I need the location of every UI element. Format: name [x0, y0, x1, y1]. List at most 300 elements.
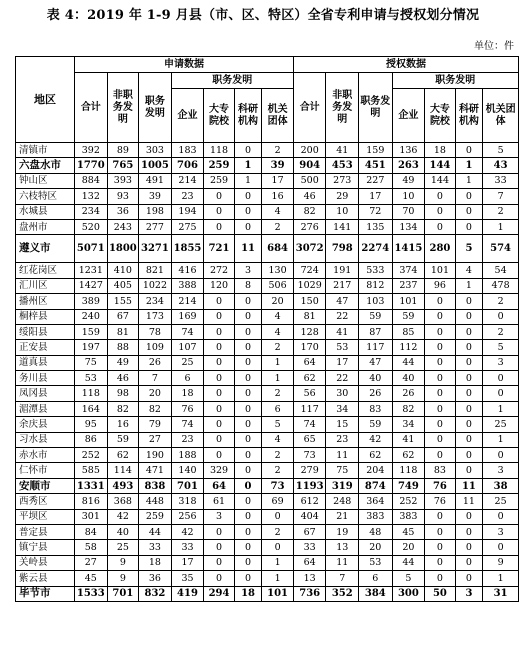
table-cell: 34 [326, 401, 359, 416]
table-cell: 701 [171, 478, 204, 493]
table-cell: 42 [171, 524, 204, 539]
table-cell: 117 [359, 340, 393, 355]
table-cell: 4 [262, 309, 294, 324]
table-cell: 96 [425, 278, 456, 293]
table-cell: 2 [483, 204, 519, 219]
table-cell: 0 [455, 555, 482, 570]
table-cell: 67 [293, 524, 326, 539]
table-cell: 0 [483, 448, 519, 463]
table-cell: 159 [359, 143, 393, 158]
table-cell: 79 [139, 417, 172, 432]
table-cell: 0 [425, 386, 456, 401]
table-cell: 612 [293, 494, 326, 509]
table-cell: 101 [392, 294, 425, 309]
table-cell: 0 [204, 448, 235, 463]
header-app-service-group: 职务发明 [171, 73, 293, 89]
table-cell: 8 [234, 278, 261, 293]
table-cell: 1022 [139, 278, 172, 293]
table-cell: 721 [204, 235, 235, 263]
table-cell: 78 [139, 324, 172, 339]
table-row [16, 555, 519, 570]
table-cell: 130 [262, 263, 294, 278]
table-row [16, 386, 519, 401]
header-grant-institution: 机关团体 [483, 89, 519, 143]
table-cell: 0 [204, 294, 235, 309]
table-cell: 6 [262, 401, 294, 416]
table-cell: 0 [262, 509, 294, 524]
table-cell: 0 [455, 417, 482, 432]
table-cell: 83 [359, 401, 393, 416]
table-cell: 0 [483, 386, 519, 401]
table-cell: 54 [483, 263, 519, 278]
table-cell: 275 [171, 219, 204, 234]
table-cell: 329 [204, 463, 235, 478]
table-cell: 243 [107, 219, 139, 234]
table-cell: 273 [326, 173, 359, 188]
table-cell: 45 [392, 524, 425, 539]
table-cell: 1800 [107, 235, 139, 263]
table-row [16, 204, 519, 219]
table-cell: 0 [483, 309, 519, 324]
table-cell: 101 [425, 263, 456, 278]
table-row [16, 340, 519, 355]
region-name: 余庆县 [16, 417, 75, 432]
table-cell: 33 [293, 540, 326, 555]
table-cell: 0 [204, 386, 235, 401]
table-cell: 0 [234, 524, 261, 539]
table-cell: 6 [359, 571, 393, 586]
table-cell: 478 [483, 278, 519, 293]
table-cell: 0 [455, 386, 482, 401]
table-cell: 19 [326, 524, 359, 539]
table-cell: 0 [455, 432, 482, 447]
table-cell: 0 [455, 448, 482, 463]
table-cell: 188 [171, 448, 204, 463]
table-cell: 50 [425, 586, 456, 601]
table-cell: 49 [392, 173, 425, 188]
table-cell: 374 [392, 263, 425, 278]
header-app-institution: 机关团体 [262, 89, 294, 143]
table-cell: 159 [75, 324, 108, 339]
table-cell: 0 [425, 355, 456, 370]
table-cell: 0 [204, 401, 235, 416]
table-cell: 41 [392, 432, 425, 447]
table-cell: 0 [234, 540, 261, 555]
table-cell: 64 [293, 555, 326, 570]
table-cell: 49 [107, 355, 139, 370]
table-cell: 47 [326, 294, 359, 309]
table-cell: 2 [262, 463, 294, 478]
table-cell: 114 [107, 463, 139, 478]
table-cell: 724 [293, 263, 326, 278]
table-cell: 1005 [139, 158, 172, 173]
table-cell: 33 [139, 540, 172, 555]
table-cell: 33 [483, 173, 519, 188]
header-app-service: 职务发明 [139, 73, 172, 143]
table-row [16, 463, 519, 478]
table-cell: 72 [359, 204, 393, 219]
table-row [16, 309, 519, 324]
table-cell: 1427 [75, 278, 108, 293]
table-row [16, 294, 519, 309]
table-cell: 36 [107, 204, 139, 219]
table-cell: 173 [139, 309, 172, 324]
table-cell: 93 [107, 189, 139, 204]
table-cell: 5 [392, 571, 425, 586]
table-cell: 18 [139, 555, 172, 570]
table-row [16, 263, 519, 278]
table-cell: 2274 [359, 235, 393, 263]
table-cell: 259 [204, 173, 235, 188]
table-cell: 294 [204, 586, 235, 601]
table-cell: 16 [107, 417, 139, 432]
table-cell: 0 [234, 448, 261, 463]
table-cell: 0 [425, 309, 456, 324]
table-cell: 0 [425, 204, 456, 219]
table-cell: 53 [326, 340, 359, 355]
table-cell: 81 [293, 309, 326, 324]
table-cell: 1193 [293, 478, 326, 493]
table-row [16, 235, 519, 263]
table-cell: 190 [139, 448, 172, 463]
table-cell: 2 [262, 386, 294, 401]
table-cell: 82 [293, 204, 326, 219]
table-cell: 3 [483, 355, 519, 370]
table-row [16, 278, 519, 293]
table-cell: 384 [359, 586, 393, 601]
table-cell: 22 [326, 371, 359, 386]
table-cell: 453 [326, 158, 359, 173]
table-cell: 103 [359, 294, 393, 309]
region-name: 水城县 [16, 204, 75, 219]
table-cell: 0 [234, 324, 261, 339]
table-cell: 18 [171, 386, 204, 401]
table-cell: 1 [262, 355, 294, 370]
table-cell: 0 [204, 371, 235, 386]
table-cell: 16 [262, 189, 294, 204]
table-cell: 26 [139, 355, 172, 370]
table-cell: 832 [139, 586, 172, 601]
table-cell: 234 [75, 204, 108, 219]
region-name: 盘州市 [16, 219, 75, 234]
table-cell: 227 [359, 173, 393, 188]
table-cell: 87 [359, 324, 393, 339]
table-cell: 816 [75, 494, 108, 509]
table-cell: 9 [107, 571, 139, 586]
table-cell: 0 [234, 417, 261, 432]
table-cell: 35 [171, 571, 204, 586]
table-cell: 150 [293, 294, 326, 309]
table-cell: 83 [425, 463, 456, 478]
table-cell: 98 [107, 386, 139, 401]
table-cell: 89 [107, 143, 139, 158]
table-cell: 20 [392, 540, 425, 555]
region-name: 关岭县 [16, 555, 75, 570]
table-cell: 11 [234, 235, 261, 263]
table-cell: 17 [359, 189, 393, 204]
table-cell: 9 [483, 555, 519, 570]
region-name: 红花岗区 [16, 263, 75, 278]
table-cell: 59 [359, 417, 393, 432]
table-cell: 319 [326, 478, 359, 493]
table-cell: 0 [234, 555, 261, 570]
table-cell: 272 [204, 263, 235, 278]
region-name: 播州区 [16, 294, 75, 309]
table-cell: 0 [234, 386, 261, 401]
table-cell: 128 [293, 324, 326, 339]
table-cell: 18 [425, 143, 456, 158]
patent-table [15, 56, 519, 602]
table-title: 表 4：2019 年 1-9 月县（市、区、特区）全省专利申请与授权划分情况 [46, 8, 480, 23]
table-cell: 10 [326, 204, 359, 219]
table-cell: 0 [425, 417, 456, 432]
table-cell: 2 [262, 340, 294, 355]
table-cell: 0 [234, 463, 261, 478]
table-cell: 416 [171, 263, 204, 278]
table-cell: 5 [455, 235, 482, 263]
table-cell: 0 [425, 371, 456, 386]
table-cell: 491 [139, 173, 172, 188]
table-cell: 70 [392, 204, 425, 219]
table-cell: 86 [75, 432, 108, 447]
table-cell: 252 [392, 494, 425, 509]
region-name: 道真县 [16, 355, 75, 370]
region-name: 桐梓县 [16, 309, 75, 324]
region-name: 六枝特区 [16, 189, 75, 204]
table-cell: 7 [326, 571, 359, 586]
table-cell: 404 [293, 509, 326, 524]
table-cell: 0 [234, 509, 261, 524]
table-cell: 749 [392, 478, 425, 493]
table-cell: 0 [204, 324, 235, 339]
table-cell: 197 [75, 340, 108, 355]
table-cell: 135 [359, 219, 393, 234]
table-cell: 81 [107, 324, 139, 339]
table-cell: 0 [455, 463, 482, 478]
table-cell: 318 [171, 494, 204, 509]
table-cell: 874 [359, 478, 393, 493]
table-cell: 118 [392, 463, 425, 478]
region-name: 西秀区 [16, 494, 75, 509]
table-cell: 0 [234, 294, 261, 309]
table-cell: 500 [293, 173, 326, 188]
table-cell: 0 [425, 555, 456, 570]
table-cell: 64 [293, 355, 326, 370]
header-grant-service-group: 职务发明 [392, 73, 518, 89]
table-cell: 136 [392, 143, 425, 158]
header-grant-non-service: 非职务发明 [326, 73, 359, 143]
table-cell: 46 [107, 371, 139, 386]
table-cell: 388 [171, 278, 204, 293]
table-cell: 0 [204, 204, 235, 219]
table-cell: 3 [483, 524, 519, 539]
header-app-non-service: 非职务发明 [107, 73, 139, 143]
table-cell: 40 [392, 371, 425, 386]
table-cell: 76 [171, 401, 204, 416]
table-row [16, 143, 519, 158]
table-cell: 234 [139, 294, 172, 309]
region-name: 平坝区 [16, 509, 75, 524]
table-cell: 0 [204, 571, 235, 586]
table-cell: 7 [139, 371, 172, 386]
table-cell: 30 [326, 386, 359, 401]
table-cell: 0 [234, 189, 261, 204]
table-row [16, 371, 519, 386]
region-name: 汇川区 [16, 278, 75, 293]
table-cell: 74 [171, 324, 204, 339]
table-cell: 0 [455, 371, 482, 386]
table-cell: 812 [359, 278, 393, 293]
table-cell: 1 [234, 173, 261, 188]
table-cell: 27 [75, 555, 108, 570]
region-name: 钟山区 [16, 173, 75, 188]
table-cell: 25 [107, 540, 139, 555]
table-cell: 585 [75, 463, 108, 478]
table-cell: 0 [204, 340, 235, 355]
table-cell: 39 [262, 158, 294, 173]
table-cell: 85 [392, 324, 425, 339]
table-cell: 0 [425, 432, 456, 447]
table-cell: 76 [425, 478, 456, 493]
table-cell: 0 [455, 219, 482, 234]
table-cell: 40 [107, 524, 139, 539]
table-row [16, 448, 519, 463]
table-cell: 2 [483, 324, 519, 339]
table-cell: 44 [392, 355, 425, 370]
table-cell: 0 [425, 340, 456, 355]
table-cell: 17 [262, 173, 294, 188]
table-cell: 0 [425, 509, 456, 524]
table-cell: 64 [204, 478, 235, 493]
table-cell: 0 [234, 355, 261, 370]
header-application: 申请数据 [75, 57, 294, 73]
table-cell: 101 [262, 586, 294, 601]
table-cell: 7 [483, 189, 519, 204]
table-row [16, 401, 519, 416]
table-cell: 20 [139, 386, 172, 401]
table-cell: 1 [483, 401, 519, 416]
table-cell: 0 [204, 540, 235, 555]
table-cell: 198 [139, 204, 172, 219]
table-cell: 27 [139, 432, 172, 447]
table-cell: 75 [75, 355, 108, 370]
table-cell: 471 [139, 463, 172, 478]
table-cell: 3072 [293, 235, 326, 263]
table-cell: 84 [75, 524, 108, 539]
table-cell: 0 [425, 294, 456, 309]
table-cell: 0 [234, 401, 261, 416]
table-cell: 25 [483, 494, 519, 509]
table-cell: 798 [326, 235, 359, 263]
table-cell: 259 [204, 158, 235, 173]
table-cell: 69 [262, 494, 294, 509]
table-cell: 393 [107, 173, 139, 188]
table-cell: 0 [455, 355, 482, 370]
table-cell: 240 [75, 309, 108, 324]
table-cell: 58 [75, 540, 108, 555]
table-row [16, 189, 519, 204]
table-cell: 1029 [293, 278, 326, 293]
table-cell: 493 [107, 478, 139, 493]
table-cell: 1770 [75, 158, 108, 173]
region-name: 绥阳县 [16, 324, 75, 339]
table-cell: 2 [262, 219, 294, 234]
table-cell: 25 [171, 355, 204, 370]
header-app-research: 科研机构 [234, 89, 261, 143]
table-cell: 574 [483, 235, 519, 263]
table-cell: 0 [234, 143, 261, 158]
table-cell: 4 [262, 204, 294, 219]
table-cell: 11 [455, 478, 482, 493]
table-cell: 0 [455, 204, 482, 219]
table-cell: 43 [483, 158, 519, 173]
table-cell: 33 [171, 540, 204, 555]
table-cell: 214 [171, 294, 204, 309]
table-cell: 520 [75, 219, 108, 234]
table-cell: 0 [234, 432, 261, 447]
table-cell: 2 [483, 294, 519, 309]
table-cell: 2 [262, 448, 294, 463]
table-cell: 3 [204, 509, 235, 524]
table-cell: 0 [234, 571, 261, 586]
table-cell: 13 [293, 571, 326, 586]
table-cell: 88 [107, 340, 139, 355]
table-cell: 410 [107, 263, 139, 278]
table-cell: 303 [139, 143, 172, 158]
table-cell: 277 [139, 219, 172, 234]
table-cell: 0 [234, 219, 261, 234]
table-cell: 5 [483, 143, 519, 158]
table-cell: 11 [455, 494, 482, 509]
table-row [16, 478, 519, 493]
table-cell: 884 [75, 173, 108, 188]
header-grant-enterprise: 企业 [392, 89, 425, 143]
region-name: 赤水市 [16, 448, 75, 463]
table-row [16, 509, 519, 524]
table-cell: 120 [204, 278, 235, 293]
table-cell: 73 [262, 478, 294, 493]
table-cell: 0 [262, 540, 294, 555]
table-row [16, 324, 519, 339]
table-cell: 56 [293, 386, 326, 401]
region-name: 遵义市 [16, 235, 75, 263]
header-grant-service: 职务发明 [359, 73, 393, 143]
region-name: 紫云县 [16, 571, 75, 586]
table-cell: 237 [392, 278, 425, 293]
table-cell: 0 [455, 340, 482, 355]
table-cell: 109 [139, 340, 172, 355]
table-cell: 0 [455, 324, 482, 339]
table-row [16, 432, 519, 447]
table-row [16, 417, 519, 432]
table-cell: 62 [359, 448, 393, 463]
table-cell: 134 [392, 219, 425, 234]
table-cell: 0 [455, 189, 482, 204]
table-cell: 1 [262, 371, 294, 386]
table-cell: 40 [359, 371, 393, 386]
table-row [16, 494, 519, 509]
table-cell: 20 [359, 540, 393, 555]
table-cell: 65 [293, 432, 326, 447]
table-cell: 38 [483, 478, 519, 493]
table-cell: 0 [425, 540, 456, 555]
table-cell: 23 [171, 189, 204, 204]
table-cell: 368 [107, 494, 139, 509]
table-cell: 1 [455, 173, 482, 188]
table-cell: 4 [262, 432, 294, 447]
header-grant-college: 大专院校 [425, 89, 456, 143]
table-cell: 23 [171, 432, 204, 447]
